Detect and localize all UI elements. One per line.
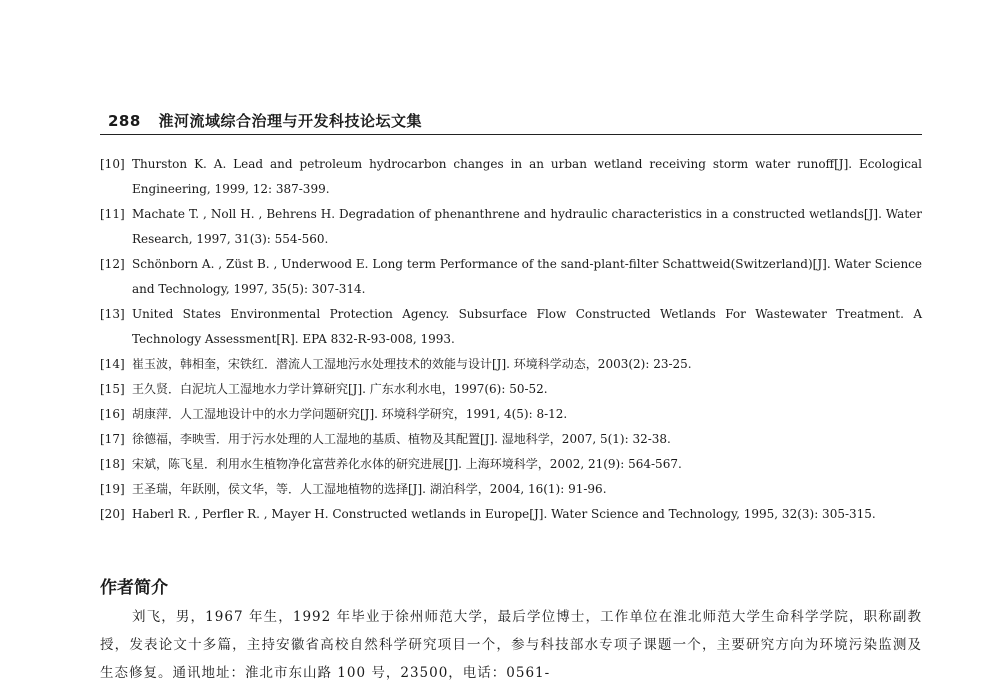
- reference-number: [10]: [100, 157, 125, 171]
- reference-item: [100, 352, 922, 377]
- reference-list: [100, 152, 922, 527]
- reference-text: 胡康萍．人工湿地设计中的水力学问题研究[J]. 环境科学研究，1991, 4(5): 8-12.: [132, 407, 568, 421]
- reference-number: [19]: [100, 482, 125, 496]
- reference-text: Schönborn A. , Züst B. , Underwood E. Long term Performance of the sand-plant-filter Schattweid(Switzerland)[J]. Water Science and Technology, 1997, 35(5): 307-314.: [132, 257, 922, 296]
- reference-text: Thurston K. A. Lead and petroleum hydrocarbon changes in an urban wetland receiving storm water runoff[J]. Ecological Engineering, 1999, 12: 387-399.: [132, 157, 922, 196]
- reference-number: [17]: [100, 432, 125, 446]
- reference-text: 崔玉波，韩相奎，宋铁红．潜流人工湿地污水处理技术的效能与设计[J]. 环境科学动态，2003(2): 23-25.: [132, 357, 692, 371]
- reference-number: [16]: [100, 407, 125, 421]
- header-rule: [100, 134, 922, 135]
- reference-item: [100, 452, 922, 477]
- author-bio: 刘飞，男，1967 年生，1992 年毕业于徐州师范大学，最后学位博士，工作单位在淮北师范大学生命科学学院，职称副教授，发表论文十多篇，主持安徽省高校自然科学研究项目一个，参与科技部水专项子课题一个，主要研究方向为环境污染监测及生态修复。通讯地址：淮北市东山路 100 号，23500，电话：0561-: [100, 609, 922, 681]
- reference-text: 王久贤．白泥坑人工湿地水力学计算研究[J]. 广东水利水电，1997(6): 50-52.: [132, 382, 548, 396]
- running-header: [108, 110, 923, 131]
- reference-text: 宋斌，陈飞星．利用水生植物净化富营养化水体的研究进展[J]. 上海环境科学，2002, 21(9): 564-567.: [132, 457, 682, 471]
- reference-text: United States Environmental Protection Agency. Subsurface Flow Constructed Wetlands For Wastewater Treatment. A Technology Assessment[R]. EPA 832-R-93-008, 1993.: [132, 307, 922, 346]
- reference-item: [100, 477, 922, 502]
- book-title: 淮河流域综合治理与开发科技论坛文集: [158, 112, 423, 130]
- reference-item: [100, 152, 922, 202]
- reference-number: [14]: [100, 357, 125, 371]
- reference-item: [100, 252, 922, 302]
- page-number: 288: [108, 112, 141, 130]
- reference-text: Machate T. , Noll H. , Behrens H. Degradation of phenanthrene and hydraulic characteristics in a constructed wetlands[J]. Water Research, 1997, 31(3): 554-560.: [132, 207, 922, 246]
- reference-item: [100, 402, 922, 427]
- reference-item: [100, 427, 922, 452]
- reference-item: [100, 302, 922, 352]
- reference-text: 王圣瑞，年跃刚，侯文华，等．人工湿地植物的选择[J]. 湖泊科学，2004, 16(1): 91-96.: [132, 482, 607, 496]
- reference-number: [15]: [100, 382, 125, 396]
- reference-number: [20]: [100, 507, 125, 521]
- reference-number: [11]: [100, 207, 125, 221]
- reference-text: Haberl R. , Perfler R. , Mayer H. Constructed wetlands in Europe[J]. Water Science and Technology, 1995, 32(3): 305-315.: [132, 507, 876, 521]
- reference-item: [100, 377, 922, 402]
- reference-item: [100, 502, 922, 527]
- reference-number: [18]: [100, 457, 125, 471]
- reference-number: [12]: [100, 257, 125, 271]
- reference-item: [100, 202, 922, 252]
- author-section-title: 作者简介: [100, 578, 168, 598]
- reference-text: 徐德福，李映雪．用于污水处理的人工湿地的基质、植物及其配置[J]. 湿地科学，2007, 5(1): 32-38.: [132, 432, 671, 446]
- reference-number: [13]: [100, 307, 125, 321]
